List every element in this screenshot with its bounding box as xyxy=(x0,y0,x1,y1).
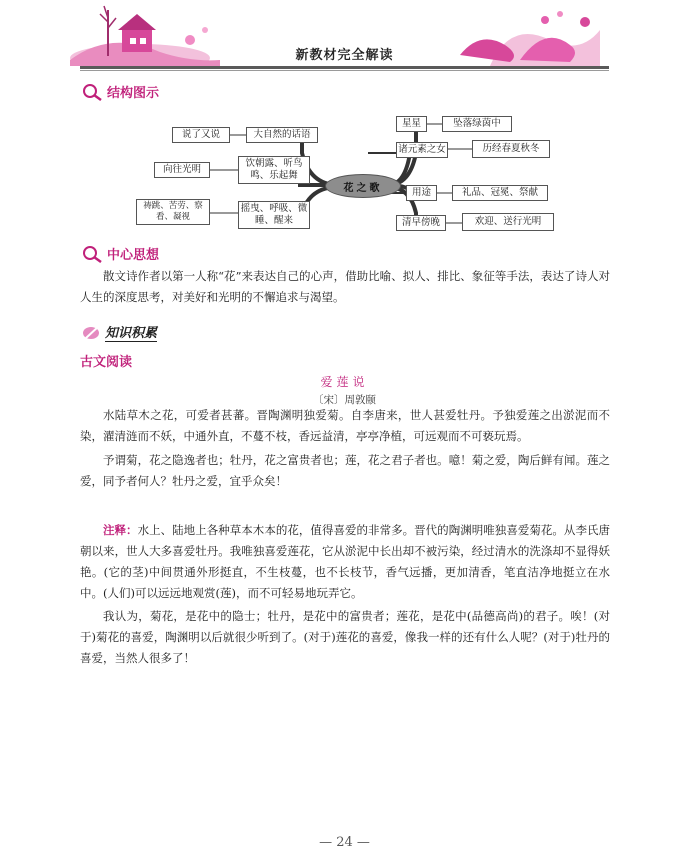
mm-node-left-2: 饮朝露、听鸟鸣、乐起舞 xyxy=(238,156,310,184)
mm-node-right-1: 星星 xyxy=(396,116,427,132)
section-heading-text: 中心思想 xyxy=(107,248,160,263)
note-paragraph: 我认为，菊花，是花中的隐士；牡丹，是花中的富贵者；莲花，是花中(品德高尚)的君子。唉！(对于)菊花的喜爱，陶渊明以后就很少听到了。(对于)莲花的喜爱，像我一样的还有什么人呢？(对于)牡丹的喜爱，当然人很多了！ xyxy=(80,609,610,665)
section-heading-text: 结构图示 xyxy=(107,86,160,101)
note-label: 注释： xyxy=(103,523,138,537)
header-title: 新教材完全解读 xyxy=(295,48,394,63)
page-number: — 24 — xyxy=(319,835,370,850)
header-rule-thin xyxy=(80,70,609,71)
section-heading-knowledge xyxy=(82,322,157,342)
magnifier-icon xyxy=(82,245,104,263)
section-heading-text: 知识积累 xyxy=(105,322,157,342)
central-idea-text: 散文诗作者以第一人称“花”来表达自己的心声，借助比喻、拟人、排比、象征等手法，表达了诗人对人生的深度思考，对美好和光明的不懈追求与渴望。 xyxy=(80,269,610,304)
mm-node-right-2: 诸元素之女 xyxy=(396,142,448,158)
header-rule xyxy=(80,66,609,69)
note-paragraph xyxy=(80,520,610,604)
magnifier-icon xyxy=(82,83,104,101)
mm-node-right-4: 清早傍晚 xyxy=(396,215,446,231)
poem-paragraph: 水陆草木之花，可爱者甚蕃。晋陶渊明独爱菊。自李唐来，世人甚爱牡丹。予独爱莲之出淤泥而不染，濯清涟而不妖，中通外直，不蔓不枝，香远益清，亭亭净植，可远观而不可亵玩焉。 xyxy=(80,408,610,443)
mm-detail-left-2: 向往光明 xyxy=(154,162,210,178)
subsection-heading-classical: 古文阅读 xyxy=(80,355,133,370)
section-heading-structure xyxy=(82,82,159,101)
mm-detail-right-4: 欢迎、送行光明 xyxy=(462,213,554,231)
mm-center-node: 花之歌 xyxy=(325,174,401,198)
poem-title: 爱莲说 xyxy=(320,375,369,389)
mm-node-left-1: 大自然的话语 xyxy=(246,127,318,143)
poem-body xyxy=(80,405,610,492)
mm-detail-left-3: 祷跳、苦劳、察看、凝视 xyxy=(136,199,210,225)
central-idea-paragraph xyxy=(80,266,610,308)
poem-paragraph: 予谓菊，花之隐逸者也；牡丹，花之富贵者也；莲，花之君子者也。噫！菊之爱，陶后鲜有闻。莲之爱，同予者何人？牡丹之爱，宜乎众矣！ xyxy=(80,453,610,488)
mm-detail-right-3: 礼品、冠冕、祭献 xyxy=(452,185,548,201)
mm-detail-right-2: 历经春夏秋冬 xyxy=(472,140,550,158)
mind-map xyxy=(80,113,620,243)
section-heading-central-idea xyxy=(82,244,159,263)
mm-node-right-3: 用途 xyxy=(406,185,437,201)
pen-badge-icon xyxy=(82,323,102,341)
note-text: 水上、陆地上各种草本木本的花，值得喜爱的非常多。晋代的陶渊明唯独喜爱菊花。从李氏唐朝以来，世人大多喜爱牡丹。我唯独喜爱莲花，它从淤泥中长出却不被污染，经过清水的洗涤却不显得妖艳。(它的茎)中间贯通外形挺直，不生枝蔓，也不长枝节，香气远播，更加清香，笔直洁净地挺立在水中。(人们)可以远远地观赏(莲)，而不可轻易地玩弄它。 xyxy=(80,523,611,600)
note-body xyxy=(80,520,610,669)
mm-node-left-3: 摇曳、呼吸、微睡、醒来 xyxy=(238,201,310,229)
page-header xyxy=(0,0,689,70)
poem-author: 〔宋〕周敦颐 xyxy=(313,394,376,406)
mm-detail-right-1: 坠落绿茵中 xyxy=(442,116,512,132)
mm-detail-left-1: 说了又说 xyxy=(172,127,230,143)
